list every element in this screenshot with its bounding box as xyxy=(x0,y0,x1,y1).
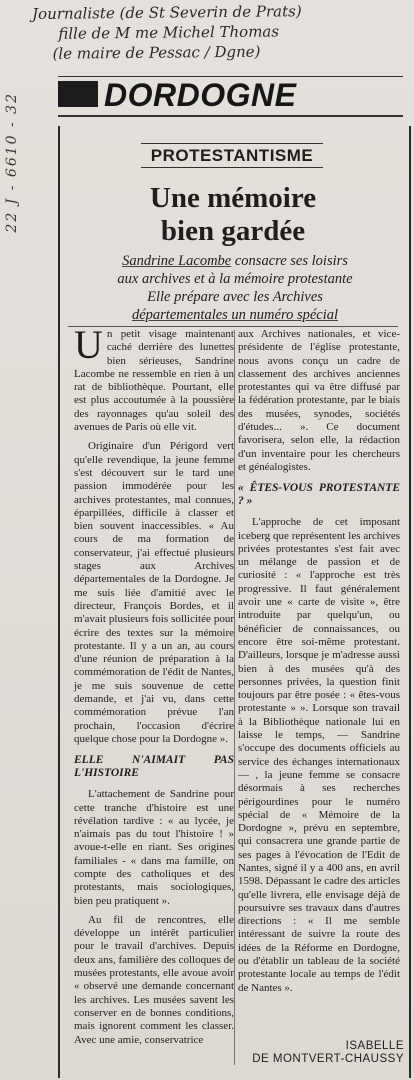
paragraph-4: Au fil de rencontres, elle développe un intérêt particulier pour le travail d'archives. Depuis deux ans, familière des colloques de musées protestants, elle avoue avoir « observé une demande concernant les archives. Les musées savent les conserver en de bonnes conditions, mais ignorent comment les classer. Avec une amie, conservatrice xyxy=(74,913,234,1046)
article-rubric xyxy=(82,146,382,166)
column-divider xyxy=(234,330,235,1065)
byline-first: ISABELLE xyxy=(345,1040,404,1052)
article-lede xyxy=(70,252,400,324)
paragraph-3: L'attachement de Sandrine pour cette tranche d'histoire est une révélation tardive : « au lycée, je n'aimais pas du tout l'histoire ! » avoue-t-elle en riant. Ses origines familiales - « dans ma famille, on compte des catholiques et des protestants, mais sociologiques, bien peu pratiquent ». xyxy=(74,788,234,907)
lede-line-1: consacre ses loisirs xyxy=(231,253,348,269)
rubric-label: PROTESTANTISME xyxy=(141,143,324,168)
archive-code: 22 J - 6610 - 32 xyxy=(4,92,20,233)
byline xyxy=(238,1040,404,1066)
lede-name: Sandrine Lacombe xyxy=(122,253,232,269)
lede-line-3: Elle prépare avec les Archives xyxy=(147,289,323,305)
paragraph-1-text: n petit visage maintenant caché derrière des lunettes bien sérieuses, Sandrine Lacombe ne ressemble en rien à un rat de bibliothèque. Pourtant, elle est plus accoutumée à la poussière des rayonnages qu'au soleil des avenues de Paris où elle vit. xyxy=(74,328,234,434)
headline-line-1: Une mémoire xyxy=(149,182,317,214)
handwritten-line-2: fille de M me Michel Thomas xyxy=(58,22,280,43)
lede-rule xyxy=(68,326,398,327)
handwritten-annotation xyxy=(32,0,409,64)
article-headline xyxy=(70,182,396,248)
subhead-protestante: « ÊTES-VOUS PROTESTANTE ? » xyxy=(238,482,400,508)
subhead-history: ELLE N'AIMAIT PAS L'HISTOIRE xyxy=(74,754,234,780)
section-header xyxy=(58,76,403,117)
paragraph-1 xyxy=(74,322,234,434)
paragraph-5: aux Archives nationales, et vice-présidente de l'église protestante, nous avons conçu un cadre de classement des archives anciennes protestantes qui va être diffusé par la fédération protestante, par le biais des musées, synodes, sociétés d'études... ». Ce document favorisera, selon elle, la rédaction d'un inventaire pour les chercheurs et généalogistes. xyxy=(238,328,400,473)
lede-line-4: départementales un numéro spécial xyxy=(131,307,339,323)
lede-line-2: aux archives et à la mémoire protestante xyxy=(117,271,353,287)
drop-cap: U xyxy=(74,322,103,367)
paragraph-6: L'approche de cet imposant iceberg que représentent les archives privées protestantes s'est fait avec un mélange de passion et de curiosité : « l'approche est très progressive. Il faut généralement avoir une « carte de visite », être introduite par quelqu'un, ou bénéficier de connaissances, ou encore être soi-même protestant. D'ailleurs, lorsque je m'adresse aussi bien à des musées qu'à des personnes privées, la question finit toujours par être posée : « êtes-vous protestante » ». Lorsque son travail à la Bibliothèque nationale lui en laisse le temps, — Sandrine s'occupe des documents officiels au service des échanges internationaux — , la jeune femme se consacre désormais à ses recherches périgourdines pour le numéro spécial de « Mémoire de la Dordogne », prévu en septembre, qui consacrera une grande partie de ses pages à l'évocation de l'Edit de Nantes, signé il y a 400 ans, en avril 1598. Dépassant le cadre des articles qu'elle livrera, elle envisage déjà de poursuivre ses travaux dans d'autres directions : « Il me semble intéressant de suivre la route des idées de la Réforme en Dordogne, ou d'établir un tableau de la société protestante locale au temps de l'édit de Nantes ». xyxy=(238,516,400,994)
handwritten-line-1: Journaliste (de St Severin de Prats) xyxy=(32,2,302,23)
byline-last: DE MONTVERT-CHAUSSY xyxy=(252,1053,404,1065)
handwritten-line-3: (le maire de Pessac / Dgne) xyxy=(52,42,261,63)
article-column-left xyxy=(74,322,234,1053)
paragraph-2: Originaire d'un Périgord vert qu'elle revendique, la jeune femme s'est découvert sur le tard une passion immodérée pour les archives protestantes, mal connues, éparpillées, difficile à classer et bien souvent inaccessibles. « Au cours de ma formation de conservateur, j'ai effectué plusieurs stages aux Archives départementales de la Dordogne. Je me suis liée d'amitié avec le directeur, François Bordes, et il m'avait plusieurs fois sollicitée pour écrire des textes sur la mémoire protestante. Il y a un an, au cours d'une réunion de préparation à la commémoration de l'édit de Nantes, je me suis souvenue de cette demande, et j'ai vu, dans cette commémoration prévue l'an prochain, l'occasion d'écrire quelque chose pour la Dordogne ». xyxy=(74,440,234,745)
article-column-right xyxy=(238,328,400,1001)
headline-line-2: bien gardée xyxy=(160,215,306,247)
section-title: DORDOGNE xyxy=(104,77,297,113)
section-block-mark xyxy=(58,81,98,107)
